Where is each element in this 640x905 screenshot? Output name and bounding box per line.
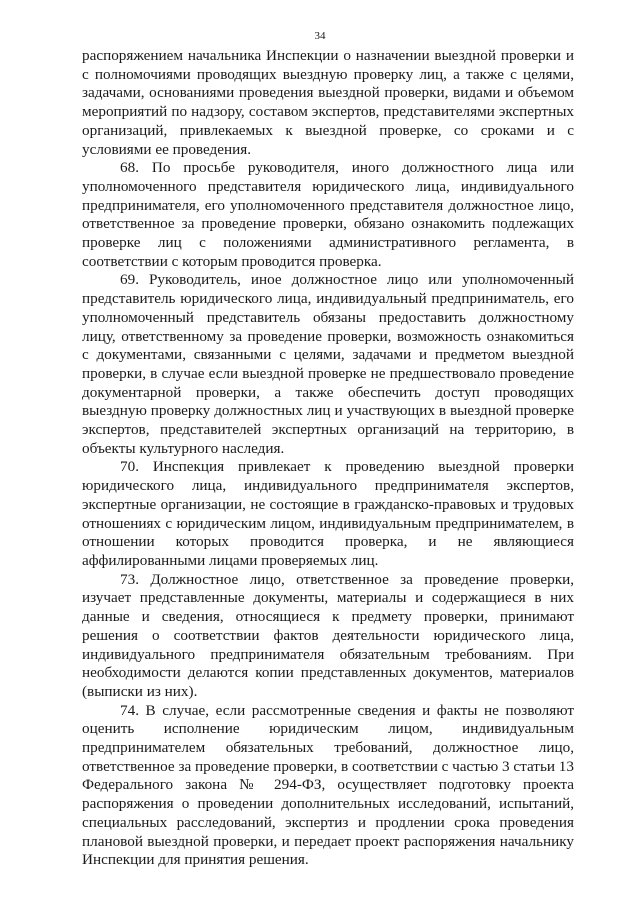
paragraph-continuation: распоряжением начальника Инспекции о назначении выездной проверки и с полномочиями проводящих выездную проверку лиц, а также с целями, задачами, основаниями проведения выездной проверки, видами и объемом мероприятий по надзору, составом экспертов, представителями экспертных организаций, привлекаемых к выездной проверке, со сроками и с условиями ее проведения. bbox=[82, 47, 574, 158]
paragraph-70: 70. Инспекция привлекает к проведению выездной проверки юридического лица, индивидуального предпринимателя экспертов, экспертные организации, не состоящие в гражданско-правовых и трудовых отношениях с юридическим лицом, индивидуальным предпринимателем, в отношении которых проводится проверка, и не являющиеся аффилированными лицами проверяемых лиц. bbox=[82, 458, 574, 569]
paragraph-73: 73. Должностное лицо, ответственное за проведение проверки, изучает представленные документы, материалы и содержащиеся в них данные и сведения, относящиеся к предмету проверки, принимают решения о соответствии фактов деятельности юридического лица, индивидуального предпринимателя обязательным требованиям. При необходимости делаются копии представленных документов, материалов (выписки из них). bbox=[82, 570, 574, 700]
paragraph-69: 69. Руководитель, иное должностное лицо или уполномоченный представитель юридического лица, индивидуальный предприниматель, его уполномоченный представитель обязаны предоставить должностному лицу, ответственному за проведение проверки, возможность ознакомиться с документами, связанными с целями, задачами и предметом выездной проверки, в случае если выездной проверке не предшествовало проведение документарной проверки, а также обеспечить доступ проводящих выездную проверку должностных лиц и участвующих в выездной проверке экспертов, представителей экспертных организаций на территорию, в объекты культурного наследия. bbox=[82, 271, 574, 457]
paragraph-68: 68. По просьбе руководителя, иного должностного лица или уполномоченного представителя юридического лица, индивидуального предпринимателя, его уполномоченного представителя должностное лицо, ответственное за проведение проверки, обязано ознакомить подлежащих проверке лиц с положениями административного регламента, в соответствии с которым проводится проверка. bbox=[82, 159, 574, 270]
document-body bbox=[82, 47, 574, 870]
paragraph-74: 74. В случае, если рассмотренные сведения и факты не позволяют оценить исполнение юридическим лицом, индивидуальным предпринимателем обязательных требований, должностное лицо, ответственное за проведение проверки, в соответствии с частью 3 статьи 13 Федерального закона № 294-ФЗ, осуществляет подготовку проекта распоряжения о проведении дополнительных исследований, испытаний, специальных расследований, экспертиз и продлении срока проведения плановой выездной проверки, и передает проект распоряжения начальнику Инспекции для принятия решения. bbox=[82, 701, 574, 869]
page-number: 34 bbox=[314, 30, 326, 42]
